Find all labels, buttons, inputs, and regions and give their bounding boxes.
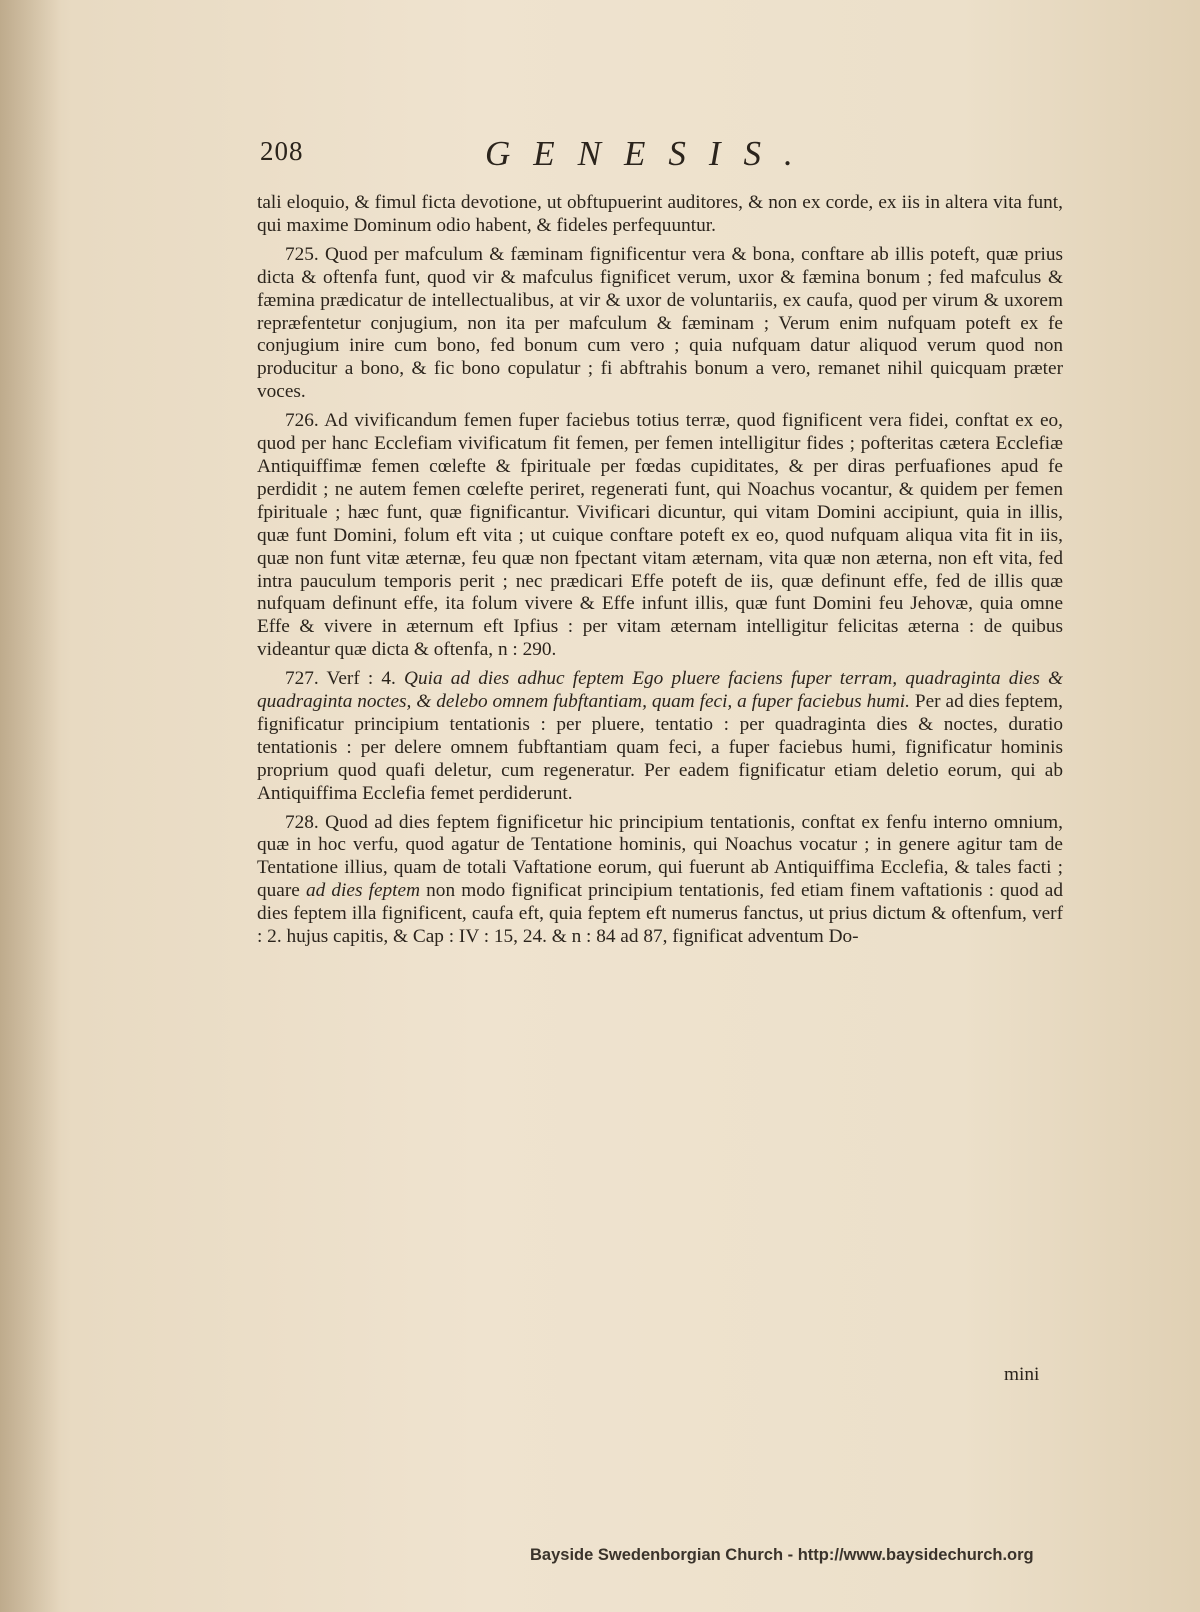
paragraph-726: 726. Ad vivificandum femen fuper faciebus totius terræ, quod fignificent vera fidei, conftat ex eo, quod per hanc Ecclefiam vivificatum fit femen, per femen intelligitur fides ; pofteritas cætera Ecclefiæ Antiquiffimæ femen cœlefte & fpirituale per fœdas cupiditates, & per diras perfuafiones apud fe perdidit ; ne autem femen cœlefte periret, regenerati funt, qui Noachus vocantur, & quidem per femen fpirituale ; hæc funt, quæ fignificantur. Vivificari dicuntur, qui vitam Domini accipiunt, quia in illis, quæ funt Domini, folum eft vita ; ut cuique conftare poteft ex eo, quod nufquam aliqua vita fit in iis, quæ non funt vitæ æternæ, feu quæ non fpectant vitam æternam, vita quæ non æterna, non eft vita, fed intra pauculum temporis perit ; nec prædicari Effe poteft de iis, quæ definunt effe, fed de illis quæ nufquam definunt effe, ita folum vivere & Effe infunt illis, quæ funt Domini feu Jehovæ, quia omne Effe & vivere in æternum eft Ipfius : per vitam æternam intelligitur felicitas æterna : de quibus videantur quæ dicta & oftenfa, n : 290.	[257, 410, 1063, 661]
paragraph-728	[257, 812, 1063, 949]
paragraph-727-verse-quote: Quia ad dies adhuc feptem Ego pluere faciens fuper terram, quadraginta dies & quadraginta noctes, & delebo omnem fubftantiam, quam feci, a fuper faciebus humi.	[257, 668, 1063, 713]
paragraph-727-body: Per ad dies feptem, fignificatur principium tentationis : per pluere, tentatio : per quadraginta dies & noctes, duratio tentationis : per delere omnem fubftantiam quam feci, a fuper faciebus humi, fignificatur hominis proprium quod quafi deletur, cum regeneratur. Per eadem fignificatur etiam deletio eorum, qui ab Antiquiffima Ecclefia femet perdiderunt.	[257, 691, 1064, 804]
running-title: GENESIS.	[485, 134, 816, 173]
page-number: 208	[260, 136, 304, 166]
paragraph-728-body: non modo fignificat principium tentationis, fed etiam finem vaftationis : quod ad dies feptem illa fignificent, caufa eft, quia feptem eft numerus fanctus, ut prius dictum & oftenfum, verf : 2. hujus capitis, & Cap : IV : 15, 24. & n : 84 ad 87, fignificat adventum Do-	[257, 880, 1063, 948]
catchword: mini	[1004, 1364, 1040, 1385]
paragraph-728-italic-phrase: ad dies feptem	[305, 880, 421, 902]
paragraph-727-lead: 727. Verf : 4.	[285, 668, 405, 690]
page-header	[260, 136, 1060, 180]
footer-credit: Bayside Swedenborgian Church - http://www.baysidechurch.org	[530, 1546, 1034, 1564]
paragraph-727	[257, 668, 1063, 805]
binding-gutter-shadow	[0, 0, 60, 1612]
paragraph-continuation: tali eloquio, & fimul ficta devotione, ut obftupuerint auditores, & non ex corde, ex iis in altera vita funt, qui maxime Dominum odio habent, & fideles perfequuntur.	[257, 192, 1063, 236]
body-text	[257, 192, 1063, 955]
paragraph-725: 725. Quod per mafculum & fæminam fignificentur vera & bona, conftare ab illis poteft, quæ prius dicta & oftenfa funt, quod vir & mafculus fignificet verum, uxor & fæmina bonum ; fed mafculus & fæmina prædicatur de intellectualibus, at vir & uxor de voluntariis, ex caufa, quod per virum & uxorem repræfentetur conjugium, non ita per mafculum & fæminam ; Verum enim nufquam poteft ex fe conjugium inire cum bono, fed bonum cum vero ; quia nufquam datur aliquod verum quod non producitur a bono, & fic bono copulatur ; fi abftrahis bonum a vero, remanet nihil quicquam præter voces.	[257, 243, 1063, 403]
paragraph-728-lead: 728. Quod ad dies feptem fignificetur hic principium tentationis, conftat ex fenfu interno omnium, quæ in hoc verfu, quod agatur de Tentatione hominis, qui Noachus vocatur ; in genere agitur tam de Tentatione illius, quam de totali Vaftatione eorum, qui fuerunt ab Antiquiffima Ecclefia, & tales facti ; quare	[257, 811, 1063, 902]
